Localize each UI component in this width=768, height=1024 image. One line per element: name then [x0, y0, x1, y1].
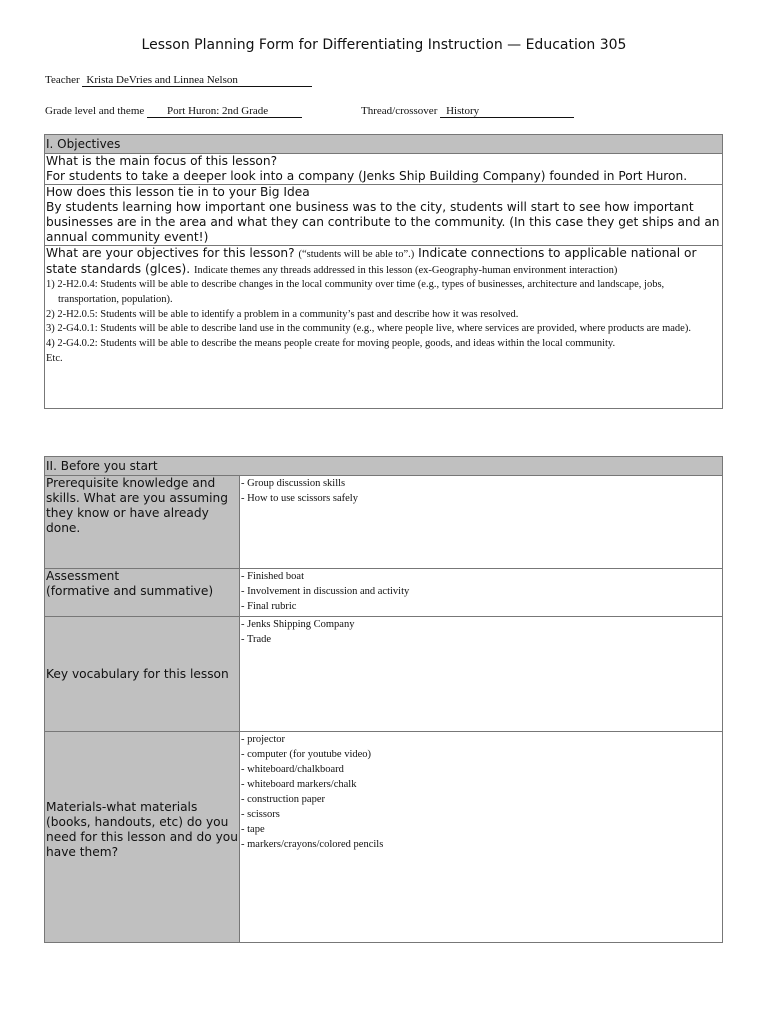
objectives-etc: Etc.: [46, 352, 63, 364]
grade-line: [45, 105, 302, 118]
materials-item: - computer (for youtube video): [241, 747, 722, 762]
prereq-cell[interactable]: [240, 476, 723, 569]
focus-answer: For students to take a deeper look into a company (Jenks Ship Building Company) founded in Port Huron.: [46, 169, 688, 183]
thread-value[interactable]: History: [440, 105, 574, 118]
materials-item: - whiteboard markers/chalk: [241, 777, 722, 792]
focus-question: What is the main focus of this lesson?: [46, 154, 278, 168]
before-table: [44, 456, 723, 943]
page-title: Lesson Planning Form for Differentiating Instruction — Education 305: [141, 37, 627, 53]
assessment-item: - Final rubric: [241, 599, 722, 614]
objective-item: 4) 2-G4.0.2: Students will be able to describe the means people create for moving people, goods, and ideas within the local community.: [46, 338, 616, 350]
objectives-cell[interactable]: [45, 246, 723, 409]
bigidea-answer: By students learning how important one business was to the city, students will start to see how important businesses are in the area and what they can contribute to the community. (In this case they get ships and an annual community event!): [46, 200, 720, 244]
bigidea-cell[interactable]: [45, 185, 723, 246]
thread-label: Thread/crossover: [361, 105, 438, 117]
objectives-question-2: Indicate connections to applicable national or state standards (glces).: [46, 246, 697, 276]
grade-value[interactable]: Port Huron: 2nd Grade: [147, 105, 302, 118]
prereq-label: Prerequisite knowledge and skills. What are you assuming they know or have already done.: [45, 476, 240, 569]
objectives-list: [46, 278, 722, 367]
assessment-item: - Involvement in discussion and activity: [241, 584, 722, 599]
prereq-item: - Group discussion skills: [241, 476, 722, 491]
objectives-question: What are your objectives for this lesson?: [46, 246, 295, 260]
assessment-label-line-2: (formative and summative): [46, 584, 214, 598]
focus-cell[interactable]: [45, 154, 723, 185]
objective-item: 1) 2-H2.0.4: Students will be able to describe changes in the local community over time (e.g., types of businesses, architecture and landscape, jobs, transportation, population).: [46, 279, 665, 305]
objectives-header: I. Objectives: [45, 135, 723, 154]
vocab-cell[interactable]: [240, 617, 723, 732]
teacher-line: [45, 74, 312, 87]
vocab-item: - Jenks Shipping Company: [241, 617, 722, 632]
materials-item: - projector: [241, 732, 722, 747]
prereq-item: - How to use scissors safely: [241, 491, 722, 506]
objectives-table: [44, 134, 723, 409]
materials-item: - markers/crayons/colored pencils: [241, 837, 722, 852]
themes-note: Indicate themes any threads addressed in this lesson (ex-Geography-human environment interaction): [193, 265, 618, 276]
teacher-label: Teacher: [45, 74, 80, 86]
materials-item: - whiteboard/chalkboard: [241, 762, 722, 777]
vocab-item: - Trade: [241, 632, 722, 647]
assessment-label: [45, 569, 240, 617]
vocab-label: Key vocabulary for this lesson: [45, 617, 240, 732]
teacher-value[interactable]: Krista DeVries and Linnea Nelson: [82, 74, 312, 87]
thread-line: [361, 105, 574, 118]
before-header: II. Before you start: [45, 457, 723, 476]
assessment-item: - Finished boat: [241, 569, 722, 584]
bigidea-question: How does this lesson tie in to your Big Idea: [46, 185, 310, 199]
assessment-label-line-1: Assessment: [46, 569, 120, 583]
grade-label: Grade level and theme: [45, 105, 145, 117]
materials-label: Materials-what materials (books, handouts, etc) do you need for this lesson and do you have them?: [45, 732, 240, 943]
materials-item: - tape: [241, 822, 722, 837]
objective-item: 2) 2-H2.0.5: Students will be able to identify a problem in a community’s past and describe how it was resolved.: [46, 308, 519, 320]
materials-item: - construction paper: [241, 792, 722, 807]
objectives-note: (“students will be able to”.): [298, 249, 415, 260]
assessment-cell[interactable]: [240, 569, 723, 617]
materials-cell[interactable]: [240, 732, 723, 943]
materials-item: - scissors: [241, 807, 722, 822]
objective-item: 3) 2-G4.0.1: Students will be able to describe land use in the community (e.g., where people live, where services are provided, where products are made).: [46, 323, 691, 335]
